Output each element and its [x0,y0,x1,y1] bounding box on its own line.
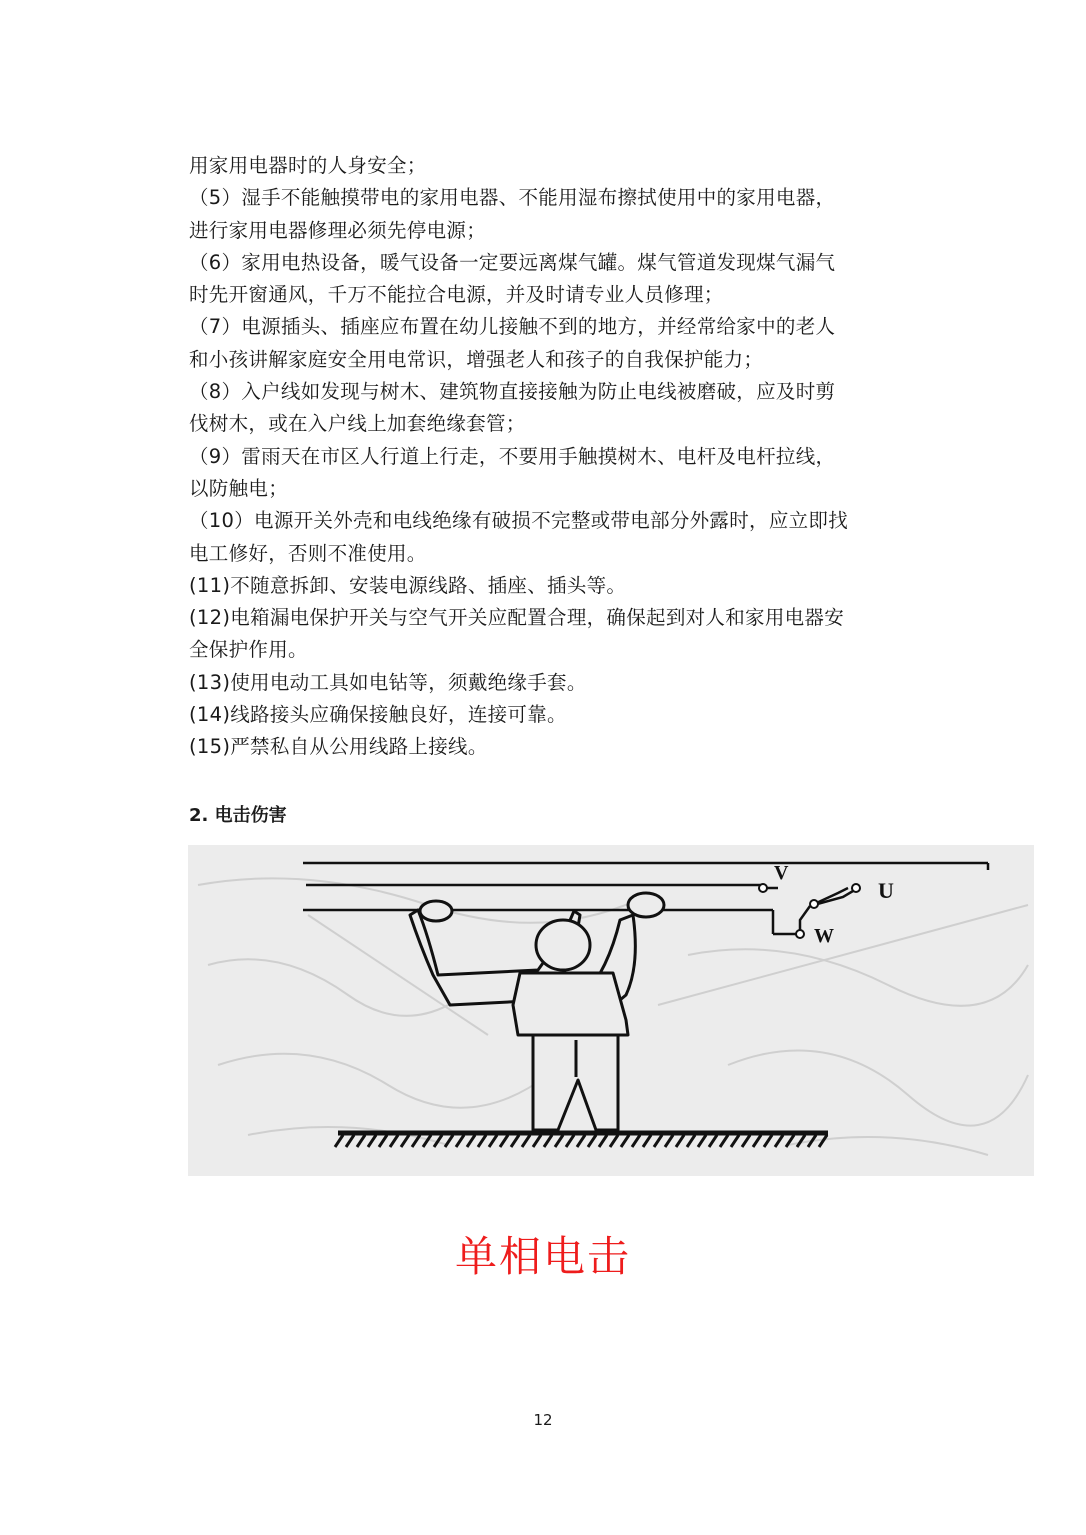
hatch-mark [544,1135,552,1147]
hatch-mark [478,1135,486,1147]
text-line: 进行家用电器修理必须先停电源； [189,218,487,242]
hatch-mark [522,1135,530,1147]
text-line: （8）入户线如发现与树木、建筑物直接接触为防止电线被磨破，应及时剪 [189,380,836,404]
electric-shock-illustration [188,845,1034,1176]
text-line: (11)不随意拆卸、安装电源线路、插座、插头等。 [189,573,627,597]
hatch-mark [731,1135,739,1147]
hatch-mark [687,1135,695,1147]
hatch-mark [357,1135,365,1147]
hatch-mark [709,1135,717,1147]
phase-label-w: W [814,925,834,947]
text-line: 伐树木，或在入户线上加套绝缘套管； [189,412,526,436]
hatch-mark [379,1135,387,1147]
hatch-mark [445,1135,453,1147]
text-line: 用家用电器时的人身安全； [189,154,427,177]
terminal-u-circle [852,884,860,892]
hatch-mark [555,1135,563,1147]
hatch-mark [533,1135,541,1147]
text-line: 和小孩讲解家庭安全用电常识，增强老人和孩子的自我保护能力； [189,347,764,371]
ground-hatching [335,1135,827,1147]
hatch-mark [797,1135,805,1147]
hatch-mark [665,1135,673,1147]
text-line: 全保护作用。 [189,638,308,662]
text-line: (12)电箱漏电保护开关与空气开关应配置合理，确保起到对人和家用电器安 [189,606,845,630]
page-number: 12 [533,1411,553,1429]
text-line: （10）电源开关外壳和电线绝缘有破损不完整或带电部分外露时，应立即找 [189,509,849,533]
hatch-mark [753,1135,761,1147]
text-line: （5）湿手不能触摸带电的家用电器、不能用湿布擦拭使用中的家用电器， [189,186,836,210]
hatch-mark [775,1135,783,1147]
text-line: （6）家用电热设备，暖气设备一定要远离煤气罐。煤气管道发现煤气漏气 [189,250,836,274]
phase-label-u: U [878,878,894,903]
hatch-mark [720,1135,728,1147]
terminal-w-circle [796,930,804,938]
text-line: 以防触电； [189,476,289,500]
text-line: （9）雷雨天在市区人行道上行走，不要用手触摸树木、电杆及电杆拉线， [189,444,836,468]
phase-label-v: V [774,862,789,884]
hatch-mark [819,1135,827,1147]
hatch-mark [390,1135,398,1147]
figure-caption: 单相电击 [454,1232,631,1281]
hatch-mark [588,1135,596,1147]
text-line: (13)使用电动工具如电钻等，须戴绝缘手套。 [189,670,587,694]
hatch-mark [599,1135,607,1147]
hatch-mark [676,1135,684,1147]
hatch-mark [401,1135,409,1147]
hatch-mark [335,1135,343,1147]
hatch-mark [654,1135,662,1147]
hatch-mark [500,1135,508,1147]
hatch-mark [368,1135,376,1147]
hatch-mark [456,1135,464,1147]
section-heading: 2. 电击伤害 [189,805,287,826]
terminal-v-circle [759,884,767,892]
hatch-mark [566,1135,574,1147]
text-line: (15)严禁私自从公用线路上接线。 [189,735,488,759]
text-line: 电工修好，否则不准使用。 [189,541,427,565]
text-line: (14)线路接头应确保接触良好，连接可靠。 [189,703,567,727]
hatch-mark [610,1135,618,1147]
hatch-mark [621,1135,629,1147]
terminal-neutral-circle [810,900,818,908]
hatch-mark [511,1135,519,1147]
hatch-mark [423,1135,431,1147]
hatch-mark [764,1135,772,1147]
hatch-mark [467,1135,475,1147]
hatch-mark [643,1135,651,1147]
hatch-mark [632,1135,640,1147]
hatch-mark [577,1135,585,1147]
person-figure [410,893,664,1130]
text-line: （7）电源插头、插座应布置在幼儿接触不到的地方，并经常给家中的老人 [189,315,836,339]
hatch-mark [346,1135,354,1147]
hatch-mark [698,1135,706,1147]
hatch-mark [489,1135,497,1147]
text-line: 时先开窗通风，千万不能拉合电源，并及时请专业人员修理； [189,283,724,307]
hatch-mark [742,1135,750,1147]
body-text [189,150,909,764]
